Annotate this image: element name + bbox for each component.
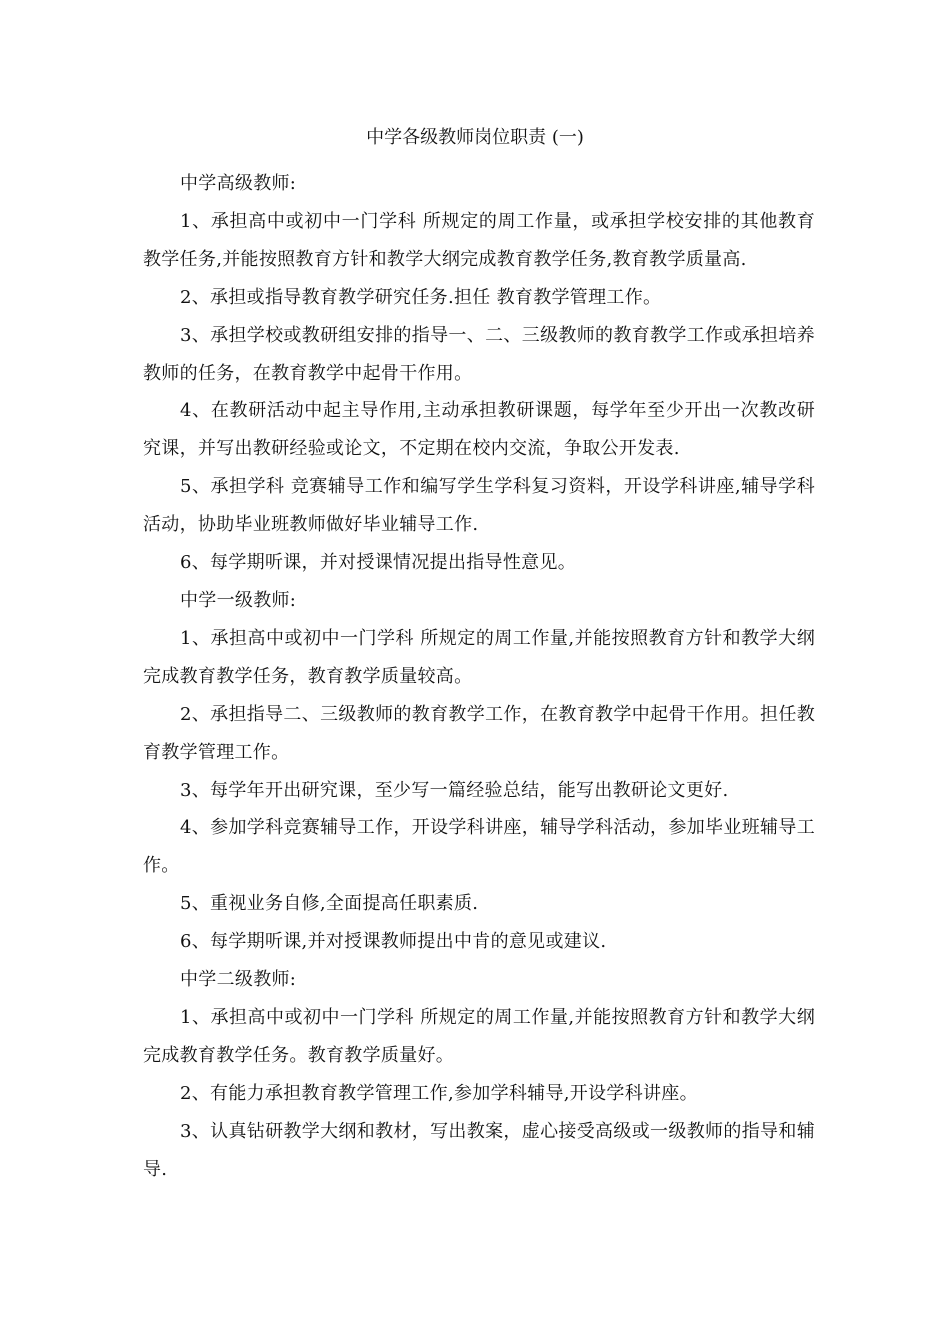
paragraph: 3、每学年开出研究课，至少写一篇经验总结，能写出教研论文更好. bbox=[180, 779, 729, 801]
paragraph: 6、每学期听课，并对授课情况提出指导性意见。 bbox=[180, 552, 577, 574]
paragraph: 1、承担高中或初中一门学科 所规定的周工作量,并能按照教育方针和教学大纲完成教育教学任务，教育教学质量较高。 bbox=[143, 627, 815, 687]
paragraph: 1、承担高中或初中一门学科 所规定的周工作量，或承担学校安排的其他教育教学任务,并能按照教育方针和教学大纲完成教育教学任务,教育教学质量高. bbox=[143, 210, 815, 270]
paragraph: 3、承担学校或教研组安排的指导一、二、三级教师的教育教学工作或承担培养教师的任务，在教育教学中起骨干作用。 bbox=[143, 324, 815, 384]
section-heading-senior: 中学高级教师: bbox=[180, 173, 297, 194]
paragraph: 5、承担学科 竞赛辅导工作和编写学生学科复习资料，开设学科讲座,辅导学科活动，协助毕业班教师做好毕业辅导工作. bbox=[143, 476, 815, 536]
section-heading-first-grade: 中学一级教师: bbox=[180, 589, 297, 611]
paragraph: 4、在教研活动中起主导作用,主动承担教研课题，每学年至少开出一次教改研究课，并写出教研经验或论文，不定期在校内交流，争取公开发表. bbox=[143, 400, 815, 460]
document-title: 中学各级教师岗位职责 (一) bbox=[366, 127, 584, 148]
paragraph: 6、每学期听课,并对授课教师提出中肯的意见或建议. bbox=[180, 931, 607, 953]
paragraph: 2、承担指导二、三级教师的教育教学工作，在教育教学中起骨干作用。担任教育教学管理工作。 bbox=[143, 703, 815, 763]
document-body bbox=[143, 165, 815, 1188]
paragraph: 3、认真钻研教学大纲和教材，写出教案，虚心接受高级或一级教师的指导和辅导. bbox=[143, 1120, 815, 1180]
paragraph: 4、参加学科竞赛辅导工作，开设学科讲座，辅导学科活动，参加毕业班辅导工作。 bbox=[143, 817, 815, 877]
paragraph: 2、承担或指导教育教学研究任务.担任 教育教学管理工作。 bbox=[180, 286, 662, 308]
section-heading-second-grade: 中学二级教师: bbox=[180, 969, 297, 991]
paragraph: 2、有能力承担教育教学管理工作,参加学科辅导,开设学科讲座。 bbox=[180, 1082, 698, 1104]
paragraph: 1、承担高中或初中一门学科 所规定的周工作量,并能按照教育方针和教学大纲完成教育教学任务。教育教学质量好。 bbox=[143, 1006, 815, 1066]
paragraph: 5、重视业务自修,全面提高任职素质. bbox=[180, 893, 479, 915]
